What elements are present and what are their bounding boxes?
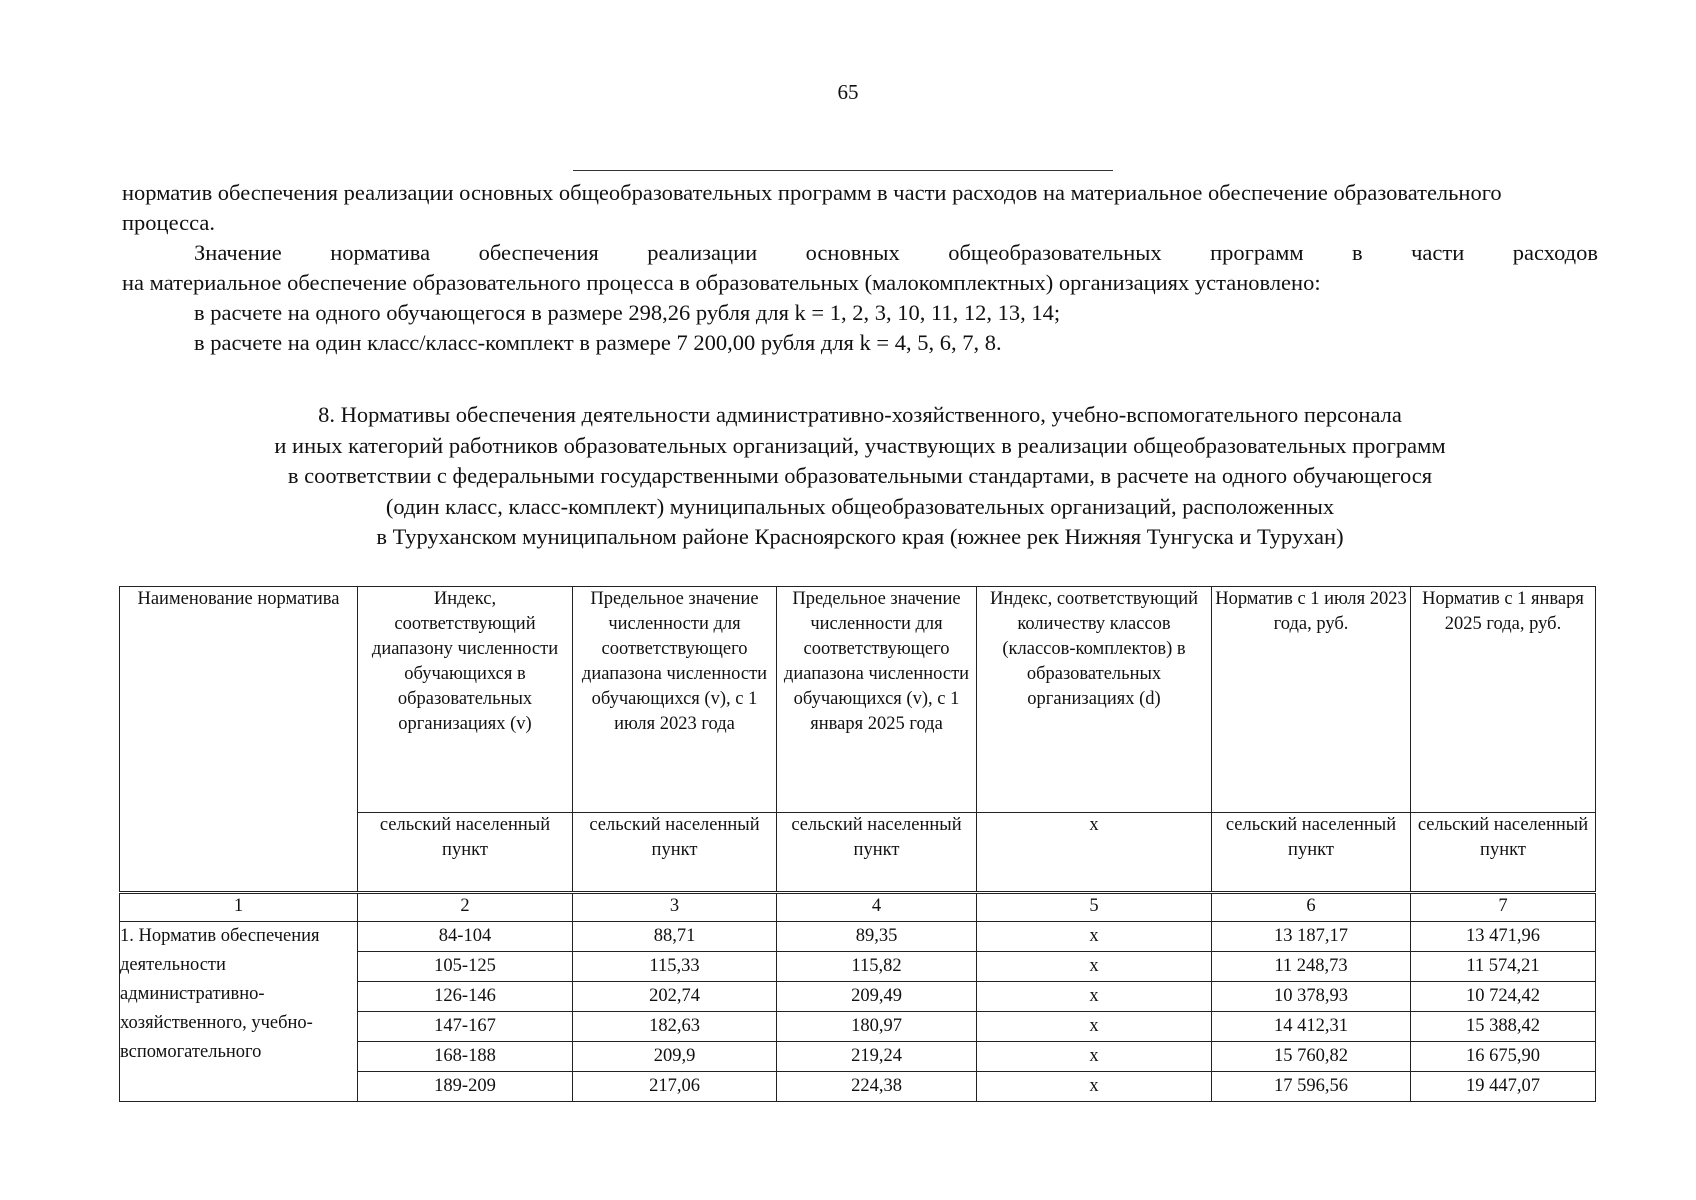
subheader-cell: сельский населенный пункт [1212,813,1411,893]
table-cell: 10 724,42 [1411,982,1596,1012]
header-cell: Индекс, соответствующий количеству классов (классов-комплектов) в образовательных организациях (d) [977,587,1212,813]
section-title [122,400,1598,553]
section-title-line: в Туруханском муниципальном районе Красноярского края (южнее рек Нижняя Тунгуска и Турухан) [376,524,1344,549]
header-cell: Норматив с 1 июля 2023 года, руб. [1212,587,1411,813]
table-cell: х [977,1012,1212,1042]
table-cell: 202,74 [573,982,777,1012]
table-cell: 88,71 [573,922,777,952]
table-cell: 219,24 [777,1042,977,1072]
column-number-row [120,893,1596,922]
table-cell: х [977,922,1212,952]
table-cell: х [977,982,1212,1012]
table-cell: 115,33 [573,952,777,982]
table-cell: 15 760,82 [1212,1042,1411,1072]
table-cell: 13 471,96 [1411,922,1596,952]
table-cell: 209,9 [573,1042,777,1072]
table-cell: 84-104 [358,922,573,952]
table-cell: 19 447,07 [1411,1072,1596,1102]
table-cell: 180,97 [777,1012,977,1042]
column-number: 5 [977,893,1212,922]
section-title-line: (один класс, класс-комплект) муниципальных общеобразовательных организаций, расположенных [385,493,1335,519]
table-cell: 189-209 [358,1072,573,1102]
table-cell: х [977,1072,1212,1102]
table-cell: 11 248,73 [1212,952,1411,982]
section-title-line: и иных категорий работников образовательных организаций, участвующих в реализации общеобразовательных программ [274,432,1446,458]
table-cell: 217,06 [573,1072,777,1102]
header-cell: Наименование норматива [120,587,358,893]
table-cell: 14 412,31 [1212,1012,1411,1042]
subheader-cell: сельский населенный пункт [358,813,573,893]
subheader-cell: х [977,813,1212,893]
table-cell: х [977,1042,1212,1072]
header-cell: Предельное значение численности для соответствующего диапазона численности обучающихся (v), с 1 июля 2023 года [573,587,777,813]
intro-value-line-1: Значение норматива обеспечения реализации основных общеобразовательных программ в части расходов [194,240,1598,265]
table-cell: 16 675,90 [1411,1042,1596,1072]
table-cell: х [977,952,1212,982]
table-cell: 10 378,93 [1212,982,1411,1012]
column-number: 6 [1212,893,1411,922]
table-cell: 209,49 [777,982,977,1012]
page-number: 65 [837,80,859,104]
table-cell: 224,38 [777,1072,977,1102]
table-cell: 15 388,42 [1411,1012,1596,1042]
table-cell: 126-146 [358,982,573,1012]
norms-table [119,586,1596,1102]
intro-value-line-2: на материальное обеспечение образовательного процесса в образовательных (малокомплектных) организациях установлено: [122,270,1321,295]
subheader-cell: сельский населенный пункт [777,813,977,893]
table-cell: 11 574,21 [1411,952,1596,982]
top-divider [573,170,1113,171]
table-cell: 182,63 [573,1012,777,1042]
table-cell: 115,82 [777,952,977,982]
column-number: 7 [1411,893,1596,922]
table-cell: 105-125 [358,952,573,982]
intro-continuation: норматив обеспечения реализации основных общеобразовательных программ в части расходов на материальное обеспечение образовательного процесса. [122,180,1502,235]
column-number: 4 [777,893,977,922]
table-cell: 13 187,17 [1212,922,1411,952]
table-row [120,922,1596,952]
column-number: 2 [358,893,573,922]
table-cell: 17 596,56 [1212,1072,1411,1102]
table-cell: 168-188 [358,1042,573,1072]
intro-per-class: в расчете на один класс/класс-комплект в размере 7 200,00 рубля для k = 4, 5, 6, 7, 8. [194,330,1002,355]
table-header-row [120,587,1596,813]
header-cell: Индекс, соответствующий диапазону численности обучающихся в образовательных организациях (v) [358,587,573,813]
header-cell: Предельное значение численности для соответствующего диапазона численности обучающихся (v), с 1 января 2025 года [777,587,977,813]
subheader-cell: сельский населенный пункт [1411,813,1596,893]
section-title-line: 8. Нормативы обеспечения деятельности административно-хозяйственного, учебно-вспомогательного персонала [318,402,1402,427]
subheader-cell: сельский населенный пункт [573,813,777,893]
column-number: 1 [120,893,358,922]
column-number: 3 [573,893,777,922]
header-cell: Норматив с 1 января 2025 года, руб. [1411,587,1596,813]
section-title-line: в соответствии с федеральными государственными образовательными стандартами, в расчете на одного обучающегося [287,463,1433,488]
intro-per-student: в расчете на одного обучающегося в размере 298,26 рубля для k = 1, 2, 3, 10, 11, 12, 13, 14; [194,300,1061,325]
table-cell: 89,35 [777,922,977,952]
table-cell: 147-167 [358,1012,573,1042]
row-name-cell: 1. Норматив обеспечения деятельности административно-хозяйственного, учебно-вспомогательного [120,922,358,1102]
intro-text [122,178,1598,358]
